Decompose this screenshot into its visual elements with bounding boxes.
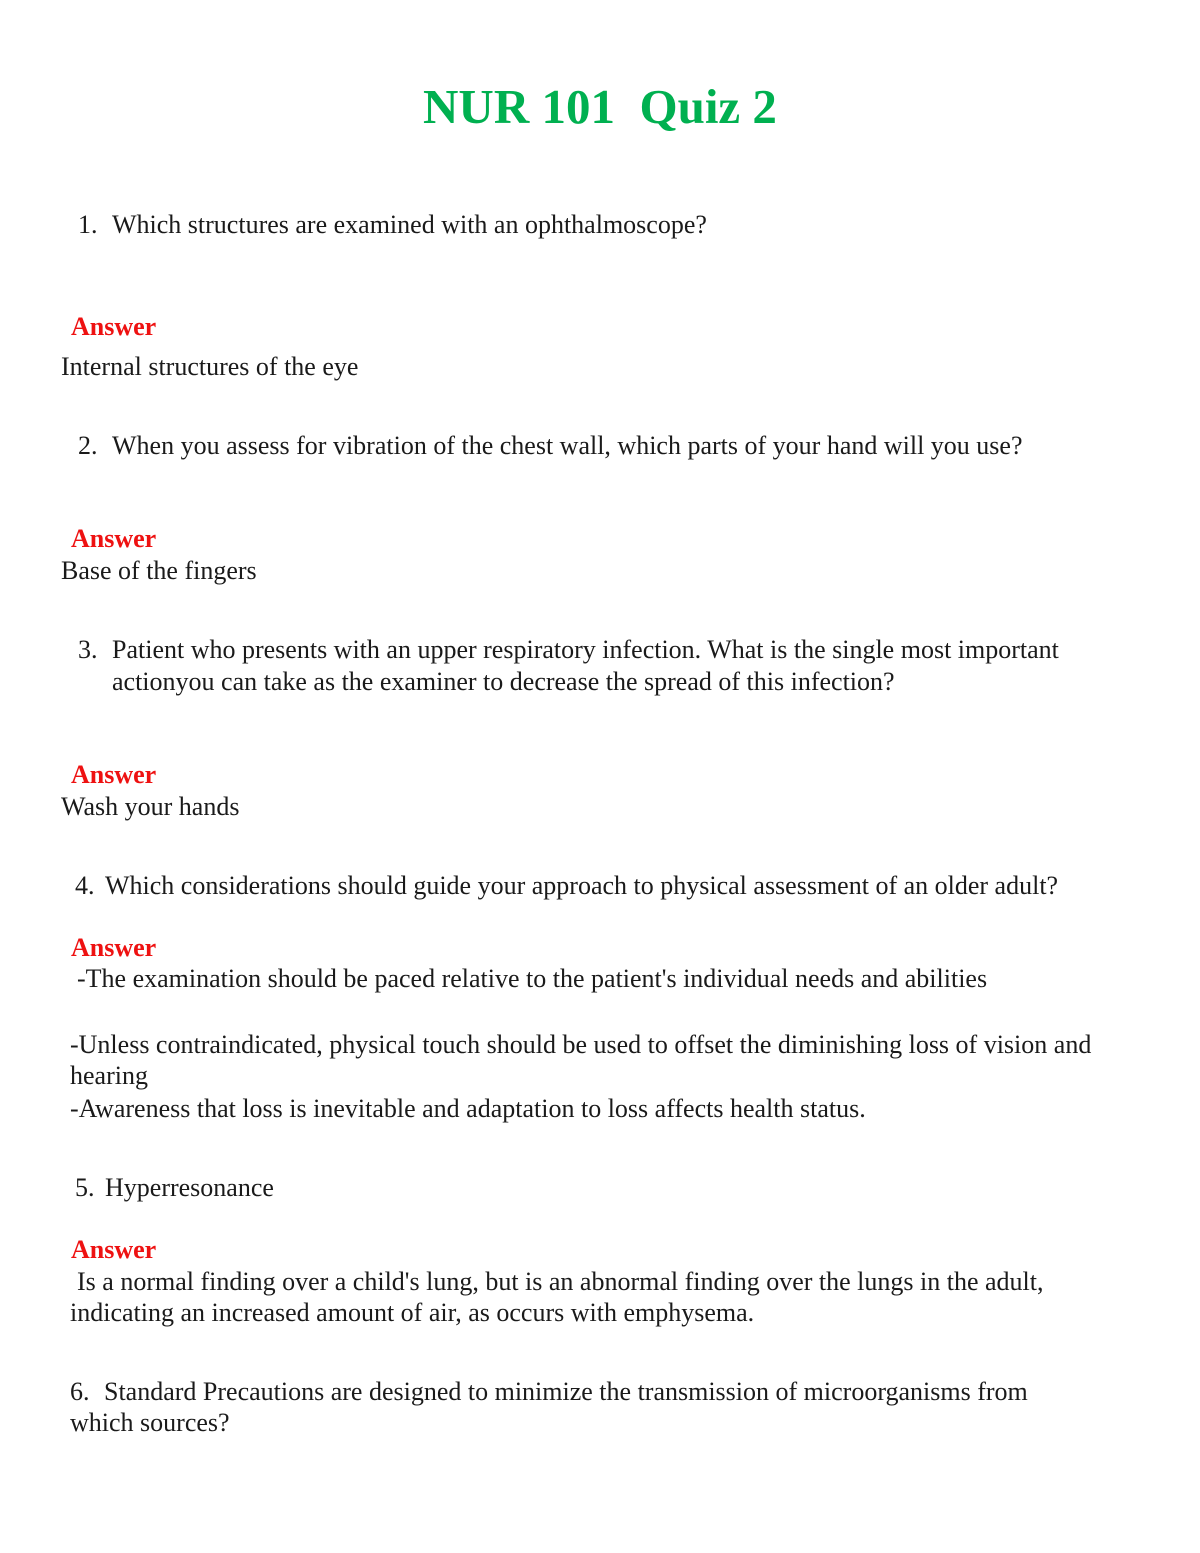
- question-4: [75, 870, 1058, 902]
- answer-text-5-line-2: indicating an increased amount of air, as occurs with emphysema.: [70, 1298, 755, 1327]
- question-text: Which structures are examined with an ophthalmoscope?: [112, 210, 707, 239]
- question-number: 5.: [75, 1173, 95, 1202]
- question-number: 3.: [78, 635, 98, 664]
- question-6: [70, 1376, 1028, 1408]
- question-3: [78, 634, 1059, 666]
- question-text: Hyperresonance: [105, 1173, 274, 1202]
- answer-label-2: Answer: [71, 524, 157, 553]
- answer-text-2: Base of the fingers: [61, 556, 257, 585]
- page-title: NUR 101 Quiz 2: [423, 79, 777, 134]
- question-text: When you assess for vibration of the chest wall, which parts of your hand will you use?: [112, 431, 1023, 460]
- question-5: [75, 1172, 274, 1204]
- answer-label-1: Answer: [71, 312, 157, 341]
- answer-text-4-line-1: -The examination should be paced relative to the patient's individual needs and abilities: [77, 964, 988, 993]
- question-number: 1.: [78, 210, 98, 239]
- answer-label-3: Answer: [71, 760, 157, 789]
- question-number: 6.: [70, 1377, 90, 1406]
- answer-label-4: Answer: [71, 933, 157, 962]
- answer-text-4-line-3: hearing: [70, 1061, 148, 1090]
- question-number: 2.: [78, 431, 98, 460]
- question-text-line-1: Standard Precautions are designed to minimize the transmission of microorganisms from: [104, 1377, 1028, 1406]
- answer-text-4-line-2: -Unless contraindicated, physical touch should be used to offset the diminishing loss of vision and: [70, 1030, 1092, 1059]
- question-text-line-2: which sources?: [70, 1408, 230, 1437]
- question-text-line-1: Patient who presents with an upper respiratory infection. What is the single most important: [112, 635, 1059, 664]
- answer-text-5-line-1: Is a normal finding over a child's lung, but is an abnormal finding over the lungs in the adult,: [77, 1267, 1044, 1296]
- answer-text-1: Internal structures of the eye: [61, 352, 359, 381]
- question-text: Which considerations should guide your approach to physical assessment of an older adult?: [105, 871, 1059, 900]
- question-1: [78, 209, 707, 241]
- question-text-line-2: actionyou can take as the examiner to decrease the spread of this infection?: [112, 667, 895, 696]
- answer-text-4-line-4: -Awareness that loss is inevitable and adaptation to loss affects health status.: [70, 1094, 866, 1123]
- answer-text-3: Wash your hands: [61, 792, 240, 821]
- question-2: [78, 430, 1023, 462]
- question-number: 4.: [75, 871, 95, 900]
- answer-label-5: Answer: [71, 1235, 157, 1264]
